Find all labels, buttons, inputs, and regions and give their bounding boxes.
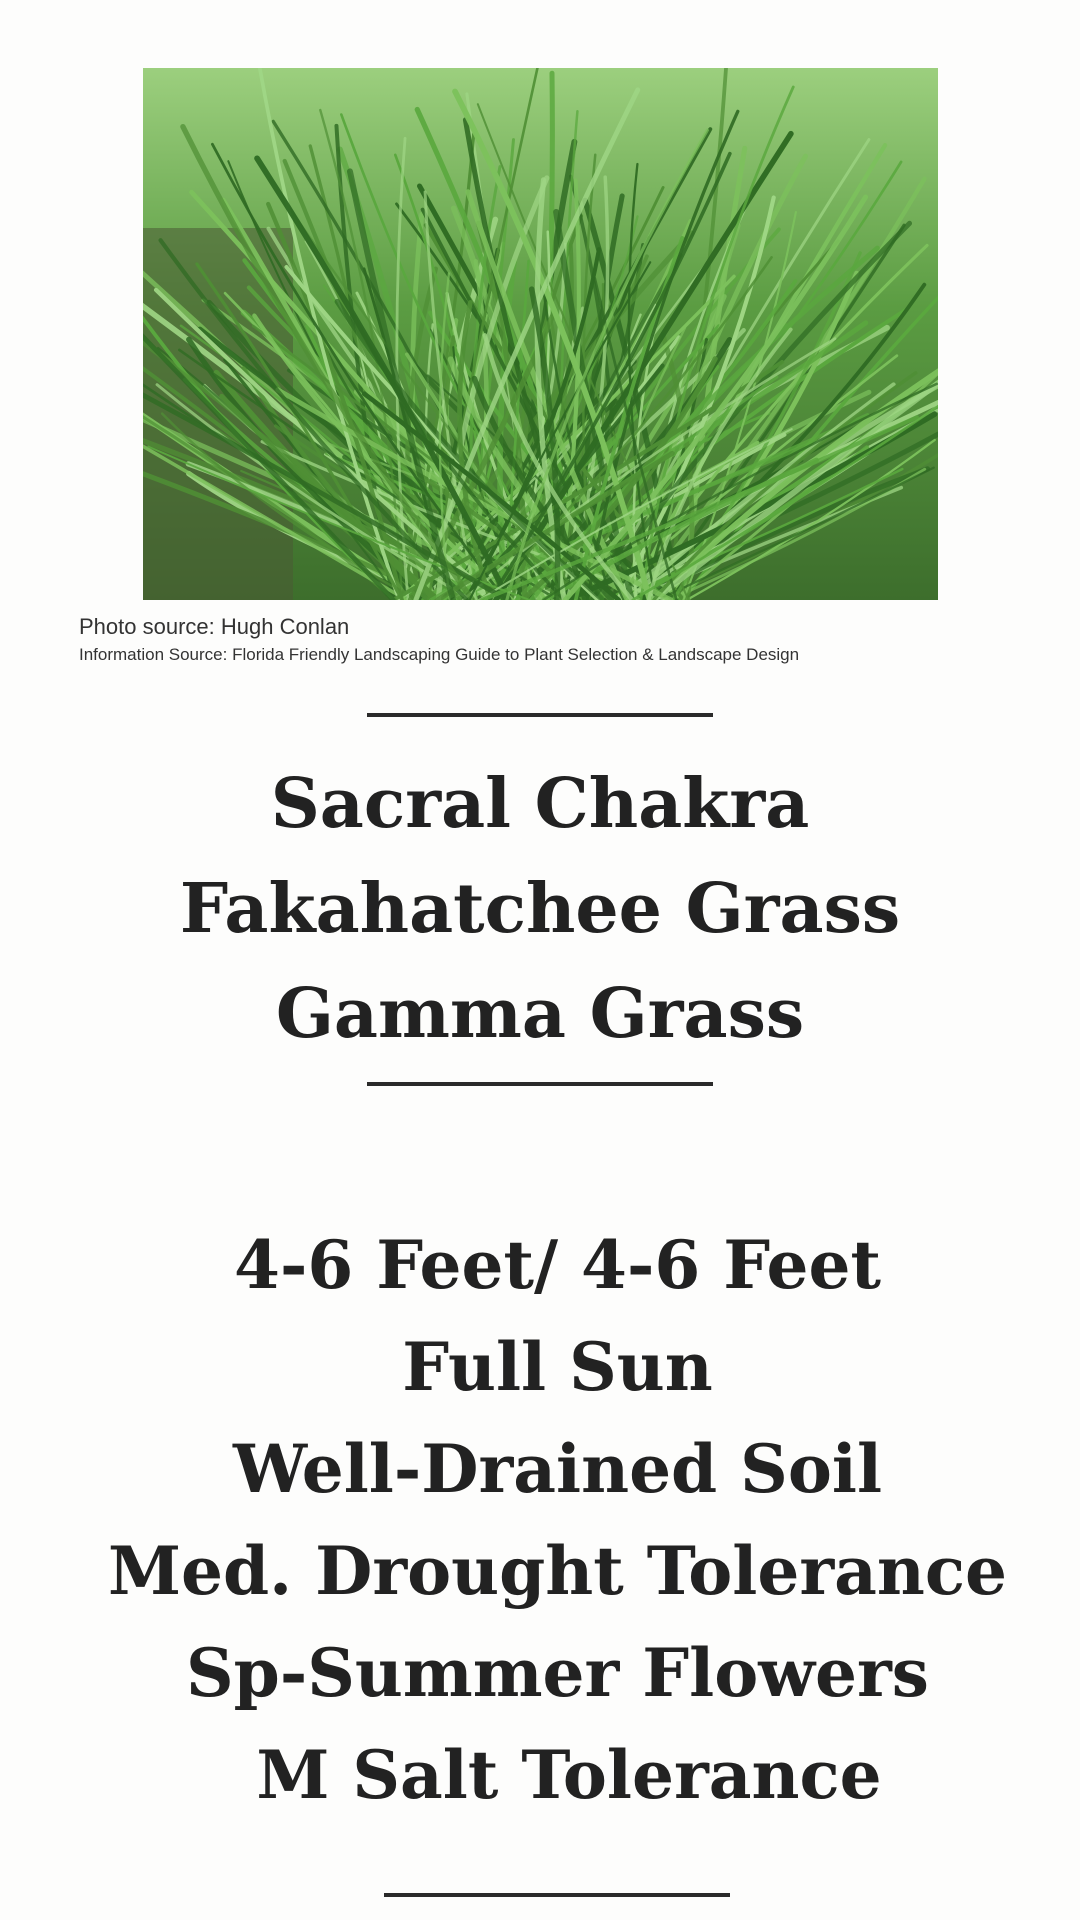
fact-soil: Well-Drained Soil (232, 1430, 883, 1508)
fact-drought-tolerance: Med. Drought Tolerance (107, 1532, 1008, 1610)
photo-source-credit: Photo source: Hugh Conlan (79, 614, 350, 639)
middle-divider (367, 1082, 713, 1086)
fact-size: 4-6 Feet/ 4-6 Feet (234, 1226, 881, 1304)
plant-common-name: Fakahatchee Grass (179, 869, 901, 949)
plant-alternate-name: Gamma Grass (275, 974, 805, 1054)
fact-sun: Full Sun (402, 1328, 713, 1406)
top-divider (367, 713, 713, 717)
information-source-credit: Information Source: Florida Friendly Landscaping Guide to Plant Selection & Landscape Design (79, 645, 800, 664)
plant-title-block (0, 752, 1080, 1067)
chakra-title: Sacral Chakra (270, 764, 810, 844)
bottom-divider (384, 1893, 730, 1897)
plant-facts-list (0, 1214, 1080, 1826)
fact-flowering: Sp-Summer Flowers (186, 1634, 929, 1712)
grass-image (143, 68, 938, 600)
plant-photo (143, 68, 938, 600)
fact-salt-tolerance: M Salt Tolerance (233, 1736, 882, 1814)
